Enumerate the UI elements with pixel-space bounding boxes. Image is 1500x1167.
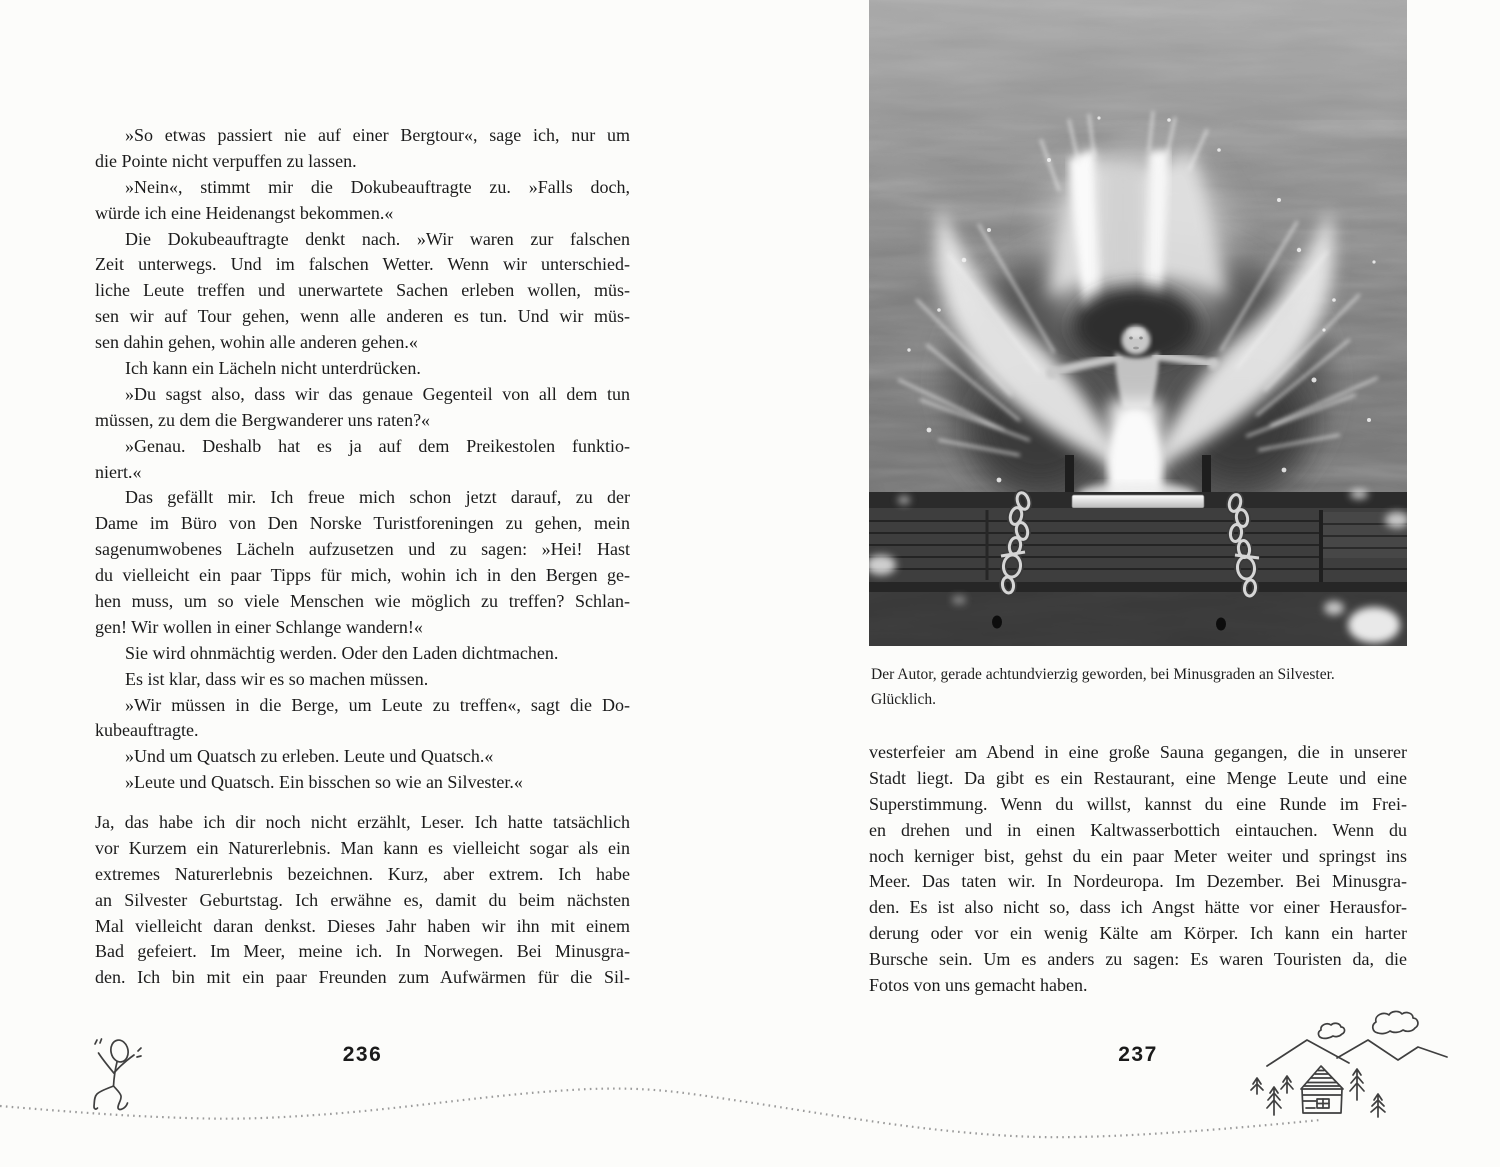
text-line: an Silvester Geburtstag. Ich erwähne es, damit du beim nächsten: [95, 889, 630, 910]
text-line: den. Ich bin mit ein paar Freunden zum Aufwärmen für die Sil-: [95, 967, 630, 988]
text-line: »Genau. Deshalb hat es ja auf dem Preikestolen funktio-: [125, 435, 630, 456]
text-line: den. Es ist also nicht so, dass ich Angst hätte vor einer Herausfor-: [869, 897, 1407, 918]
text-line: Superstimmung. Wenn du willst, kannst du eine Runde im Frei-: [869, 793, 1407, 814]
text-line: die Pointe nicht verpuffen zu lassen.: [95, 150, 357, 171]
text-line: Bursche sein. Um es anders zu sagen: Es waren Touristen da, die: [869, 949, 1407, 970]
text-line: Meer. Das taten wir. In Nordeuropa. Im Dezember. Bei Minusgra-: [869, 871, 1407, 892]
text-line: Bad gefeiert. Im Meer, meine ich. In Norwegen. Bei Minusgra-: [95, 941, 630, 962]
text-line: Stadt liegt. Da gibt es ein Restaurant, eine Menge Leute und eine: [869, 767, 1407, 788]
text-line: extremes Naturerlebnis bezeichnen. Kurz, aber extrem. Ich habe: [95, 863, 630, 884]
text-line: Sie wird ohnmächtig werden. Oder den Laden dichtmachen.: [125, 642, 559, 663]
fir-trees: [1251, 1069, 1385, 1117]
text-line: Die Dokubeauftragte denkt nach. »Wir waren zur falschen: [125, 228, 630, 249]
text-line: »Und um Quatsch zu erleben. Leute und Quatsch.«: [125, 746, 494, 767]
text-line: Zeit unterwegs. Und im falschen Wetter. Wenn wir unterschied-: [95, 254, 630, 275]
text-line: »Nein«, stimmt mir die Dokubeauftragte zu. »Falls doch,: [125, 176, 630, 197]
text-line: sen wir auf Tour gehen, wenn alle anderen es tun. Und wir müs-: [95, 306, 630, 327]
text-line: Glücklich.: [871, 691, 936, 708]
text-line: vor Kurzem ein Naturerlebnis. Man kann es vielleicht sogar als ein: [95, 837, 630, 858]
photo-caption: [871, 662, 1406, 712]
text-line: sen dahin gehen, wohin alle anderen gehen.«: [95, 332, 418, 353]
text-line: liche Leute treffen und unerwartete Sachen erleben wollen, müs-: [95, 280, 630, 301]
left-page-text-block-1: [95, 123, 630, 796]
text-line: Fotos von uns gemacht haben.: [869, 975, 1088, 996]
text-line: du vielleicht ein paar Tipps für mich, wohin ich in den Bergen ge-: [95, 565, 630, 586]
text-line: würde ich eine Heidenangst bekommen.«: [95, 202, 394, 223]
text-line: Der Autor, gerade achtundvierzig geworden, bei Minusgraden an Silvester.: [871, 666, 1335, 683]
text-line: Dame im Büro von Den Norske Turistforeningen zu gehen, mein: [95, 513, 630, 534]
text-line: Es ist klar, dass wir es so machen müssen.: [125, 668, 429, 689]
dotted-wave-line: [0, 1089, 1320, 1138]
text-line: Ich kann ein Lächeln nicht unterdrücken.: [125, 358, 421, 379]
author-splash-photo: [869, 0, 1407, 646]
text-line: »So etwas passiert nie auf einer Bergtour«, sage ich, nur um: [125, 125, 630, 145]
small-cloud: [1318, 1023, 1344, 1038]
text-line: »Wir müssen in die Berge, um Leute zu treffen«, sagt die Do-: [125, 694, 630, 715]
text-line: sagenumwobenes Lächeln aufzusetzen und zu sagen: »Hei! Hast: [95, 539, 630, 560]
text-line: en drehen und in einen Kaltwasserbottich eintauchen. Wenn du: [869, 819, 1407, 840]
big-cloud: [1373, 1011, 1418, 1033]
text-line: müssen, zu dem die Bergwanderer uns raten?«: [95, 409, 431, 430]
right-page-text-block: [869, 740, 1407, 999]
text-line: Mal vielleicht daran denkst. Dieses Jahr haben wir ihn mit einem: [95, 915, 630, 936]
right-page-number: 237: [1118, 1043, 1158, 1066]
text-line: niert.«: [95, 461, 142, 482]
text-line: kubeauftragte.: [95, 720, 199, 741]
text-line: Ja, das habe ich dir noch nicht erzählt, Leser. Ich hatte tatsächlich: [95, 812, 630, 832]
text-line: noch kerniger bist, gehst du ein paar Meter weiter und springst ins: [869, 845, 1407, 866]
text-line: gen! Wir wollen in einer Schlange wandern!«: [95, 616, 423, 637]
text-line: »Leute und Quatsch. Ein bisschen so wie an Silvester.«: [125, 772, 523, 793]
text-line: vesterfeier am Abend in eine große Sauna gegangen, die in unserer: [869, 742, 1407, 762]
cabin: [1301, 1066, 1343, 1113]
left-page-text-block-2: [95, 810, 630, 991]
text-line: derung oder vor ein wenig Kälte am Körper. Ich kann ein harter: [869, 923, 1407, 944]
text-line: »Du sagst also, dass wir das genaue Gegenteil von all dem tun: [125, 383, 630, 404]
left-page-number: 236: [342, 1043, 383, 1066]
text-line: hen muss, um so viele Menschen wie möglich zu treffen? Schlan-: [95, 591, 630, 612]
text-line: Das gefällt mir. Ich freue mich schon jetzt darauf, zu der: [125, 487, 630, 508]
